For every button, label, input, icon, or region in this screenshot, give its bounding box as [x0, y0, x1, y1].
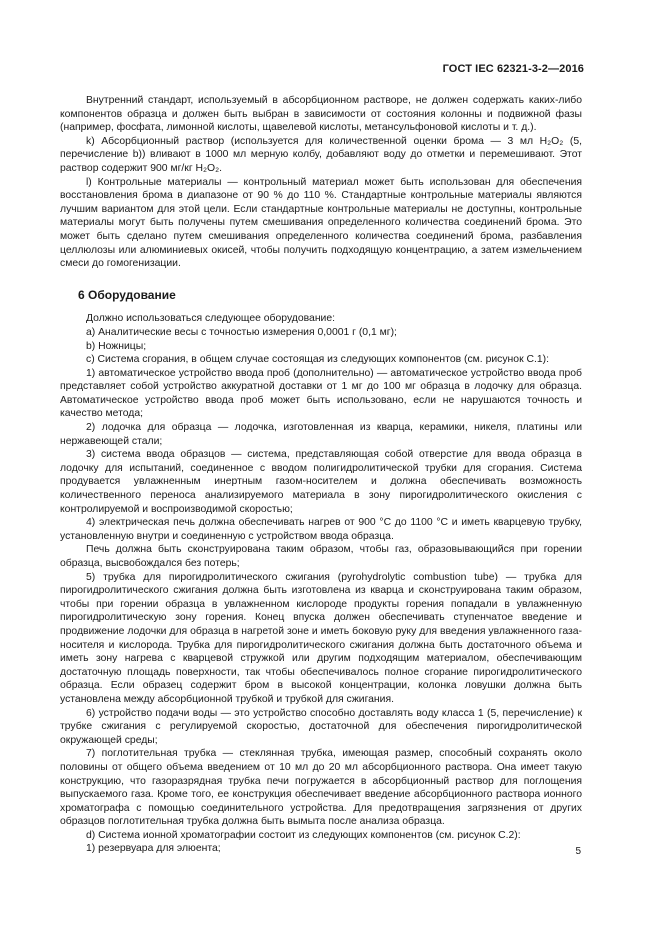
paragraph-item-k: k) Абсорбционный раствор (используется для количественной оценки брома — 3 мл H₂O₂ (5, перечисление b)) вливают в 1000 мл мерную колбу, добавляют воду до отметки и перемешивают. Этот раствор содержит 900 мг/кг H₂O₂. [60, 135, 582, 174]
paragraph-internal-standard: Внутренний стандарт, используемый в абсорбционном растворе, не должен содержать каких-либо компонентов образца и должен быть выбран в зависимости от состояния колонны и подвижной фазы (например, фосфата, лимонной кислоты, щавелевой кислоты, метансульфоновой кислоты и т. д.). [60, 95, 582, 134]
paragraph-item-c6: 6) устройство подачи воды — это устройство способно доставлять воду класса 1 (5, перечисление) к трубке сжигания с регулируемой скоростью, достаточной для обеспечения пирогидролитической окружающей среды; [60, 707, 582, 746]
paragraph-item-c7: 7) поглотительная трубка — стеклянная трубка, имеющая размер, способный сохранять около половины от общего объема введением от 10 мл до 20 мл абсорбционного раствора. Она имеет такую конструкцию, что газоразрядная трубка печи погружается в абсорбционный раствор для поглощения выпускаемого газа. Кроме того, ее конструкция обеспечивает введение абсорбционного раствора ионного хроматографа с помощью соединительного устройства. Для предотвращения загрязнения от других образцов поглотительная трубка должна быть вымыта после анализа образца. [60, 748, 582, 828]
paragraph-item-b: b) Ножницы; [86, 340, 147, 352]
document-header-id: ГОСТ IEC 62321-3-2—2016 [442, 63, 584, 75]
paragraph-intro: Должно использоваться следующее оборудование: [86, 313, 336, 325]
paragraph-item-c4: 4) электрическая печь должна обеспечивать нагрев от 900 °C до 1100 °C и иметь кварцевую трубку, установленную внутри и соединенную с устройством ввода образца. [60, 517, 582, 542]
paragraph-item-c5: 5) трубка для пирогидролитического сжигания (pyrohydrolytic combustion tube) — трубка для пирогидролитического сжигания должна быть изготовлена из кварца и сконструирована таким образом, чтобы при горении образца в увлажненном кислороде продукты горения попадали в увлажненную пирогидролитическую зону горения. Конец впуска должен обеспечивать ступенчатое введение и продвижение лодочки для образца в нагретой зоне и иметь боковую руку для введения увлажненного газа-носителя и кислорода. Трубка для пирогидролитического сжигания должна быть достаточного объема и иметь зону нагрева с кварцевой стружкой или другим подходящим материалом, обеспечивающим достаточную площадь поверхности, так чтобы обеспечивалось полное сгорание пирогидролитического образца. Если образец содержит бром в высокой концентрации, колонка ловушки должна быть установлена между абсорбционной трубкой и трубкой для сжигания. [60, 571, 582, 705]
paragraph-item-c3: 3) система ввода образцов — система, представляющая собой отверстие для ввода образца в лодочку для испытаний, соединенное с вводом полигидролитической трубки для сгорания. Система продувается увлажненным инертным газом-носителем и должна обеспечивать возможность количественного переноса анализируемого материала в зону пирогидролитического окисления с контролируемой и воспроизводимой скоростью; [60, 449, 582, 515]
paragraph-item-c1: 1) автоматическое устройство ввода проб (дополнительно) — автоматическое устройство ввода проб представляет собой устройство аккуратной доставки от 1 мг до 100 мг образца в лодочку для образца. Автоматическое устройство ввода проб может быть использовано, если не нарушаются точность и качество метода; [60, 367, 582, 420]
paragraph-item-a: a) Аналитические весы с точностью измерения 0,0001 г (0,1 мг); [86, 326, 397, 338]
paragraph-item-d1: 1) резервуара для элюента; [86, 843, 221, 855]
paragraph-item-c2: 2) лодочка для образца — лодочка, изготовленная из кварца, керамики, никеля, платины или нержавеющей стали; [60, 422, 582, 447]
section-heading-equipment: 6 Оборудование [78, 287, 176, 302]
paragraph-furnace-note: Печь должна быть сконструирована таким образом, чтобы газ, образовывающийся при горении образца, высвобождался без потерь; [60, 544, 582, 569]
paragraph-item-d: d) Система ионной хроматографии состоит из следующих компонентов (см. рисунок С.2): [86, 829, 521, 841]
document-body [60, 94, 582, 856]
page-number: 5 [575, 846, 581, 857]
paragraph-item-l: l) Контрольные материалы — контрольный материал может быть использован для обеспечения восстановления брома в диапазоне от 90 % до 110 %. Стандартные контрольные материалы являются лучшим вариантом для этой цели. Если стандартные контрольные материалы не доступны, контрольные материалы могут быть получены путем смешивания определенного количества соединений брома. Это может быть сделано путем смешивания определенного количества соединений брома, разбавления целлюлозы или алюминиевых окисей, чтобы получить подходящую концентрацию, а затем измельчением смеси до гомогенизации. [60, 176, 582, 270]
paragraph-item-c: c) Система сгорания, в общем случае состоящая из следующих компонентов (см. рисунок С.1): [86, 354, 550, 366]
